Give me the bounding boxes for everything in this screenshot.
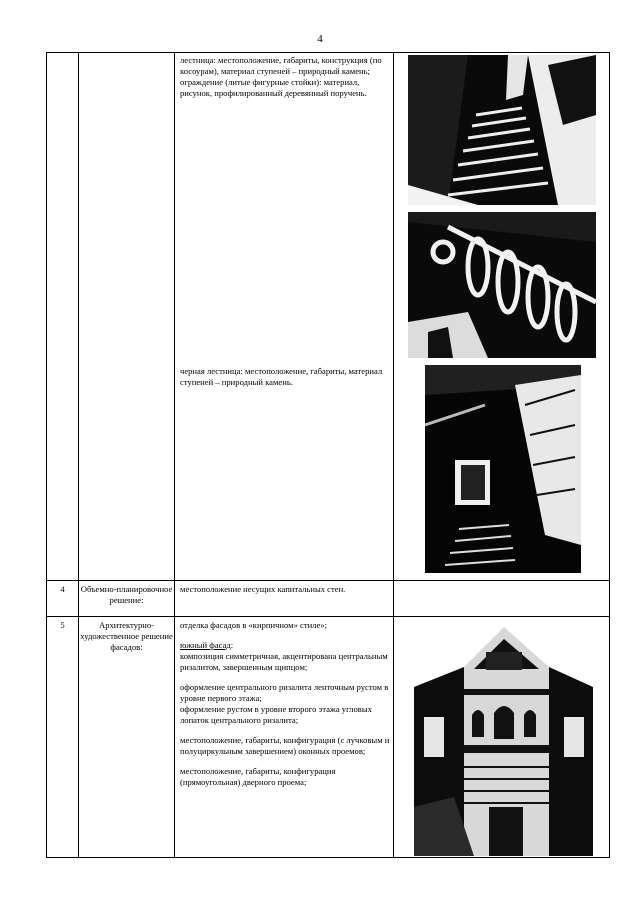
column-divider-2	[174, 52, 175, 858]
row-4-name: Объемно-планировочное решение:	[80, 584, 173, 605]
black-staircase-photo	[425, 365, 581, 573]
south-facade-composition: композиция симметричная, акцентирована центральным ризалитом, завершенным щипцом;	[180, 651, 388, 672]
south-facade-title: южный фасад	[180, 640, 231, 650]
table-border-left	[46, 52, 47, 858]
page-number: 4	[317, 33, 323, 45]
staircase-photo	[408, 55, 596, 205]
row-5-name: Архитектурно-художественное решение фасадов:	[80, 620, 173, 652]
row-5-number: 5	[60, 620, 65, 630]
row-5-description	[180, 620, 390, 788]
row-4-number: 4	[60, 584, 65, 594]
row-divider-1	[46, 580, 610, 581]
table-border-right	[609, 52, 610, 858]
row-4-description: местоположение несущих капитальных стен.	[180, 584, 346, 594]
facade-finish-text: отделка фасадов в «кирпичном» стиле»;	[180, 620, 327, 630]
stair-description: лестница: местоположение, габариты, конструкция (по косоурам), материал ступеней – природный камень; ограждение (литые фигурные стойки): материал, рисунок, профилированный деревянный поручень.	[180, 55, 382, 98]
row-divider-2	[46, 616, 610, 617]
door-opening-text: местоположение, габариты, конфигурация (прямоугольная) дверного проема;	[180, 766, 336, 787]
south-facade-heading	[180, 640, 390, 651]
railing-photo	[408, 212, 596, 358]
table-border-bottom	[46, 857, 610, 858]
facade-photo-image	[414, 627, 593, 856]
black-stair-description: черная лестница: местоположение, габариты, материал ступеней – природный камень.	[180, 366, 383, 387]
column-divider-3	[393, 52, 394, 858]
table-border-top	[46, 52, 610, 53]
corner-pilasters-rust-text: оформление рустом в уровне второго этажа угловых лопаток центрального ризалита;	[180, 704, 372, 725]
facade-photo	[414, 627, 593, 856]
railing-photo-image	[408, 212, 596, 358]
staircase-photo-image	[408, 55, 596, 205]
black-staircase-photo-image	[425, 365, 581, 573]
south-facade-colon: :	[230, 640, 234, 650]
column-divider-1	[78, 52, 79, 858]
window-openings-text: местоположение, габариты, конфигурация (с лучковым и полуциркульным завершением) оконных проемов;	[180, 735, 390, 756]
central-risalit-rust-text: оформление центрального ризалита ленточным рустом в уровне первого этажа;	[180, 682, 389, 703]
